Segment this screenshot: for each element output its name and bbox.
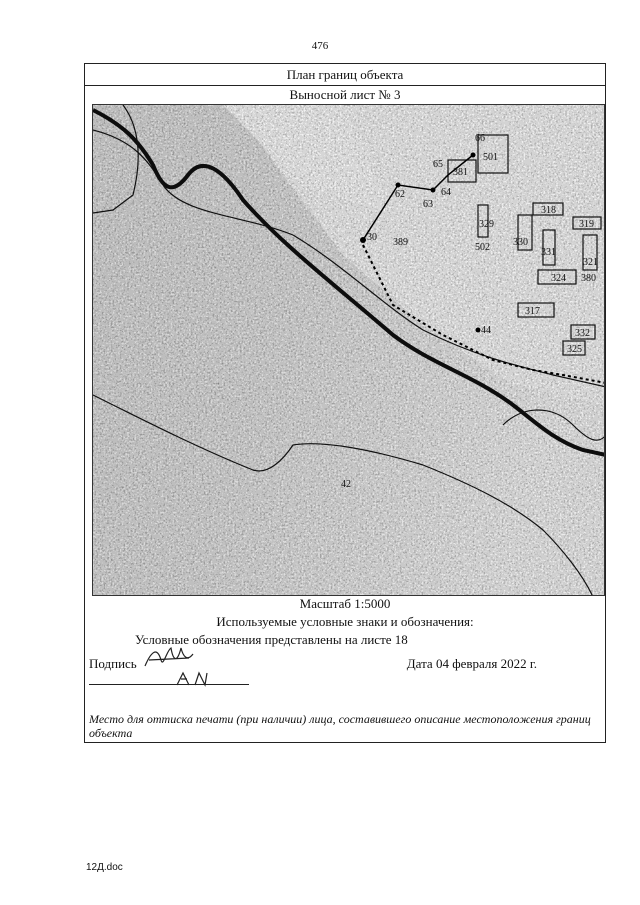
label-62: 62 — [395, 189, 405, 200]
label-321: 321 — [583, 257, 598, 268]
label-331: 331 — [541, 247, 556, 258]
survey-point-44 — [476, 328, 481, 333]
stamp-placeholder-note: Место для оттиска печати (при наличии) лица, составившего описание местоположения границ объекта — [89, 712, 591, 740]
document-date: Дата 04 февраля 2022 г. — [406, 656, 537, 671]
label-324: 324 — [551, 273, 566, 284]
label-502: 502 — [475, 242, 490, 253]
label-63: 63 — [423, 199, 433, 210]
label-65: 65 — [433, 159, 443, 170]
map-svg — [93, 105, 605, 596]
label-330: 330 — [513, 237, 528, 248]
footer-filename: 12Д.doc — [86, 862, 123, 873]
handwritten-initials — [173, 669, 213, 689]
survey-point-64 — [431, 188, 436, 193]
plan-title: План границ объекта — [85, 64, 605, 86]
map-texture — [93, 105, 605, 596]
label-317: 317 — [525, 306, 540, 317]
label-501: 501 — [483, 152, 498, 163]
label-318: 318 — [541, 205, 556, 216]
label-66: 66 — [475, 133, 485, 144]
label-64: 64 — [441, 187, 451, 198]
aerial-map — [92, 104, 605, 596]
survey-point-30 — [360, 237, 366, 243]
plan-subtitle: Выносной лист № 3 — [289, 87, 401, 102]
label-30: 30 — [367, 232, 377, 243]
label-380: 380 — [581, 273, 596, 284]
legend-note: Условные обозначения представлены на листе 18 — [135, 632, 408, 647]
handwritten-signature — [143, 642, 195, 672]
label-329: 329 — [479, 219, 494, 230]
legend-title: Используемые условные знаки и обозначения: — [216, 614, 474, 629]
signature-underline — [89, 684, 249, 685]
label-381: 381 — [453, 167, 468, 178]
map-scale: Масштаб 1:5000 — [299, 596, 391, 611]
survey-point-66 — [471, 153, 476, 158]
label-319: 319 — [579, 219, 594, 230]
signature-label: Подпись — [89, 656, 137, 671]
survey-point-62 — [396, 183, 401, 188]
label-332: 332 — [575, 328, 590, 339]
label-42: 42 — [341, 479, 351, 490]
label-325: 325 — [567, 344, 582, 355]
label-389: 389 — [393, 237, 408, 248]
page-number: 476 — [311, 40, 329, 52]
label-44: 44 — [481, 325, 491, 336]
plan-frame — [84, 63, 606, 743]
